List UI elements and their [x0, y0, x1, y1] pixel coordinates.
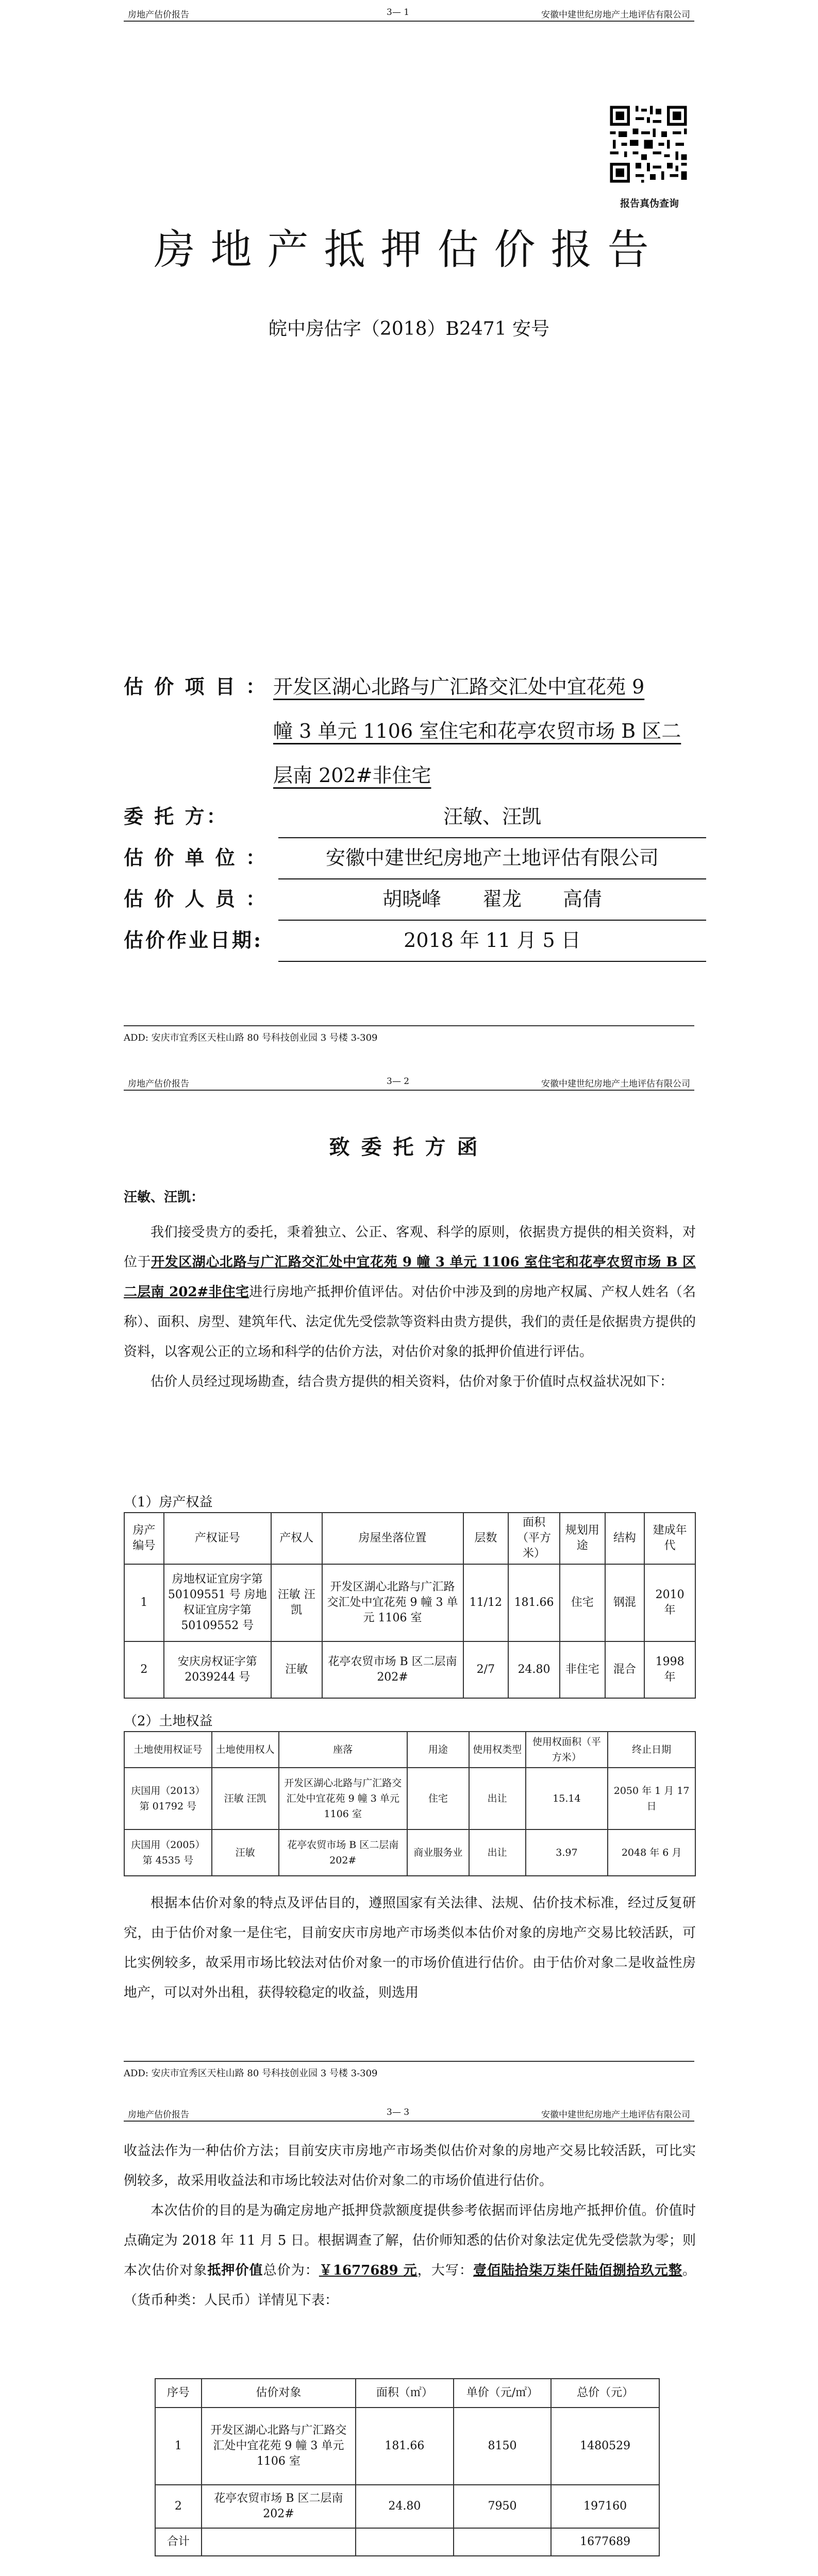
- table-cell: 花亭农贸市场 B 区二层南 202#: [322, 1641, 463, 1698]
- table-header: 使用权类型: [469, 1732, 526, 1768]
- letter-body-1: [124, 1182, 696, 1397]
- table-cell: 2: [124, 1641, 164, 1698]
- table-cell: 1677689: [551, 2528, 659, 2556]
- table-cell: [202, 2528, 356, 2556]
- table-cell: 开发区湖心北路与广汇路交汇处中宜花苑 9 幢 3 单元 1106 室: [279, 1768, 407, 1829]
- letter-body-3: [124, 2136, 696, 2315]
- paragraph: 我们接受贵方的委托，秉着独立、公正、客观、科学的原则，依据贵方提供的相关资料，对位于开发区湖心北路与广汇路交汇处中宜花苑 9 幢 3 单元 1106 室住宅和花亭农贸市场 B 区二层南 202#非住宅进行房地产抵押价值评估。对估价中涉及到的房地产权属、产权人姓名（名称）、面积、房型、建筑年代、法定优先受偿款等资料由贵方提供，我们的责任是依据贵方提供的资料，以客观公正的立场和科学的估价方法，对估价对象的抵押价值进行评估。: [124, 1225, 696, 1360]
- project-row: [124, 665, 706, 804]
- table-cell: 钢混: [605, 1564, 645, 1641]
- header-left: 房地产估价报告: [128, 1079, 189, 1089]
- table-row: [124, 1641, 695, 1698]
- table-cell: 住宅: [560, 1564, 605, 1641]
- table-cell: 1480529: [551, 2408, 659, 2485]
- header-left: 房地产估价报告: [128, 2110, 189, 2120]
- footer-address: ADD: 安庆市宜秀区天柱山路 80 号科技创业园 3 号楼 3-309: [124, 1032, 378, 1043]
- table-cell: 房地权证宜房字第 50109551 号 房地权证宜房字第 50109552 号: [164, 1564, 271, 1641]
- table-header: 总价（元）: [551, 2379, 659, 2408]
- letter-page-1: [0, 1069, 818, 2100]
- report-title: 房地产抵押估价报告: [154, 226, 664, 274]
- appraiser-value: 安徽中建世纪房地产土地评估有限公司: [278, 837, 706, 879]
- table-header: 建成年代: [644, 1513, 695, 1564]
- table-header: 结构: [605, 1513, 645, 1564]
- client-value: 汪敏、汪凯: [278, 796, 706, 838]
- table-header: 房屋坐落位置: [322, 1513, 463, 1564]
- table-cell: 汪敏: [271, 1641, 322, 1698]
- table-row: [155, 2485, 659, 2528]
- table-cell: 3.97: [526, 1829, 608, 1876]
- client-row: [124, 796, 706, 837]
- table-cell: 庆国用（2005）第 4535 号: [124, 1829, 212, 1876]
- table-cell: 24.80: [356, 2485, 454, 2528]
- table-cell: 合计: [155, 2528, 202, 2556]
- table-header: 座落: [279, 1732, 407, 1768]
- header-right: 安徽中建世纪房地产土地评估有限公司: [541, 10, 690, 20]
- table-cell: 1: [155, 2408, 202, 2485]
- staff-name: 胡晓峰: [382, 888, 441, 910]
- table-cell: 花亭农贸市场 B 区二层南 202#: [279, 1829, 407, 1876]
- header-left: 房地产估价报告: [128, 10, 189, 20]
- client-label: 委 托 方：: [124, 805, 228, 828]
- header-page-number: 3— 1: [387, 7, 410, 18]
- table-cell: 住宅: [407, 1768, 469, 1829]
- value-term: 抵押价值: [207, 2263, 263, 2278]
- table-cell: 汪敏 汪凯: [212, 1768, 279, 1829]
- table-cell: 2/7: [463, 1641, 509, 1698]
- table-header: 产权证号: [164, 1513, 271, 1564]
- property-rights-table: [124, 1512, 696, 1699]
- table-cell: 2: [155, 2485, 202, 2528]
- page-header: [124, 1073, 694, 1091]
- date-value: 2018 年 11 月 5 日: [278, 920, 706, 962]
- table-cell: 1998 年: [644, 1641, 695, 1698]
- header-page-number: 3— 2: [387, 1076, 410, 1087]
- table-cell: 7950: [454, 2485, 552, 2528]
- qr-code-icon[interactable]: [607, 103, 690, 185]
- total-amount: ￥1677689 元: [319, 2263, 418, 2278]
- paragraph: 本次估价的目的是为确定房地产抵押贷款额度提供参考依据而评估房地产抵押价值。价值时点确定为 2018 年 11 月 5 日。根据调查了解，估价师知悉的估价对象法定优先受偿款为零；则本次估价对象抵押价值总价为：￥1677689 元，大写：壹佰陆拾柒万柒仟陆佰捌拾玖元整。（货币种类：人民币）详情见下表：: [124, 2203, 696, 2308]
- table-header: 土地使用权人: [212, 1732, 279, 1768]
- header-right: 安徽中建世纪房地产土地评估有限公司: [541, 1079, 690, 1089]
- property-address: 开发区湖心北路与广汇路交汇处中宜花苑 9 幢 3 单元 1106 室住宅和花亭农贸市场 B 区二层南 202#非住宅: [124, 1255, 696, 1300]
- table-cell: 2048 年 6 月: [608, 1829, 695, 1876]
- table-row: [124, 1564, 695, 1641]
- table-row: [155, 2528, 659, 2556]
- date-label: 估价作业日期:: [124, 928, 263, 952]
- project-label: 估 价 项 目 ：: [124, 675, 268, 698]
- letter-page-2: [0, 2100, 818, 2576]
- table-header: 面积（平方米）: [508, 1513, 560, 1564]
- staff-row: [124, 878, 706, 920]
- table-row: [124, 1768, 695, 1829]
- table-cell: 2010 年: [644, 1564, 695, 1641]
- table-cell: 出让: [469, 1829, 526, 1876]
- table-row: [155, 2408, 659, 2485]
- paragraph: 收益法作为一种估价方法；目前安庆市房地产市场类似估价对象的房地产交易比较活跃，可比实例较多，故采用收益法和市场比较法对估价对象二的市场价值进行估价。: [124, 2143, 696, 2189]
- table-cell: 181.66: [356, 2408, 454, 2485]
- cover-page: [0, 0, 818, 1069]
- table-header: 层数: [463, 1513, 509, 1564]
- valuation-summary-table: [155, 2378, 660, 2556]
- page-footer: [124, 1025, 694, 1044]
- appraiser-row: [124, 837, 706, 878]
- header-right: 安徽中建世纪房地产土地评估有限公司: [541, 2110, 690, 2120]
- table-cell: 24.80: [508, 1641, 560, 1698]
- qr-caption: 报告真伪查询: [620, 198, 679, 209]
- table-cell: 8150: [454, 2408, 552, 2485]
- table-header: 房产编号: [124, 1513, 164, 1564]
- table-cell: [356, 2528, 454, 2556]
- page-header: [124, 2104, 694, 2122]
- document-number: 皖中房估字（2018）B2471 安号: [268, 318, 550, 340]
- table-header: 终止日期: [608, 1732, 695, 1768]
- table-cell: 出让: [469, 1768, 526, 1829]
- table-header: 序号: [155, 2379, 202, 2408]
- table-cell: 安庆房权证字第 2039244 号: [164, 1641, 271, 1698]
- table-cell: 汪敏: [212, 1829, 279, 1876]
- table-cell: 197160: [551, 2485, 659, 2528]
- table-header: 用途: [407, 1732, 469, 1768]
- land-section-title: （2）土地权益: [124, 1714, 213, 1729]
- table-header: 规划用途: [560, 1513, 605, 1564]
- table-cell: 15.14: [526, 1768, 608, 1829]
- letter-body-2: [124, 1888, 696, 2008]
- project-value: [273, 665, 706, 798]
- table-header: 使用权面积（平方米）: [526, 1732, 608, 1768]
- project-line: 幢 3 单元 1106 室住宅和花亭农贸市场 B 区二: [273, 720, 681, 742]
- table-cell: 1: [124, 1564, 164, 1641]
- table-cell: 商业服务业: [407, 1829, 469, 1876]
- page-footer: [124, 2061, 694, 2079]
- table-header: 单价（元/㎡）: [454, 2379, 552, 2408]
- paragraph: 估价人员经过现场勘查，结合贵方提供的相关资料，估价对象于价值时点权益状况如下：: [151, 1374, 674, 1389]
- table-cell: 2050 年 1 月 17 日: [608, 1768, 695, 1829]
- letter-title: 致委托方函: [329, 1135, 489, 1159]
- table-cell: 花亭农贸市场 B 区二层南 202#: [202, 2485, 356, 2528]
- table-row: [124, 1829, 695, 1876]
- table-cell: [454, 2528, 552, 2556]
- table-cell: 汪敏 汪凯: [271, 1564, 322, 1641]
- table-cell: 非住宅: [560, 1641, 605, 1698]
- salutation: 汪敏、汪凯：: [124, 1190, 205, 1205]
- staff-name: 高倩: [563, 888, 603, 910]
- table-header: 土地使用权证号: [124, 1732, 212, 1768]
- table-cell: 混合: [605, 1641, 645, 1698]
- table-cell: 181.66: [508, 1564, 560, 1641]
- footer-address: ADD: 安庆市宜秀区天柱山路 80 号科技创业园 3 号楼 3-309: [124, 2068, 378, 2079]
- paragraph: 根据本估价对象的特点及评估目的，遵照国家有关法律、法规、估价技术标准，经过反复研究，由于估价对象一是住宅，目前安庆市房地产市场类似本估价对象的房地产交易比较活跃，可比实例较多，故采用市场比较法对估价对象一的市场价值进行估价。由于估价对象二是收益性房地产，可以对外出租，获得较稳定的收益，则选用: [124, 1895, 696, 2001]
- project-line: 层南 202#非住宅: [273, 764, 431, 787]
- table-cell: 庆国用（2013）第 01792 号: [124, 1768, 212, 1829]
- table-cell: 开发区湖心北路与广汇路交汇处中宜花苑 9 幢 3 单元 1106 室: [322, 1564, 463, 1641]
- page-header: [124, 4, 694, 22]
- staff-name: 翟龙: [482, 888, 522, 910]
- table-header: 估价对象: [202, 2379, 356, 2408]
- table-cell: 11/12: [463, 1564, 509, 1641]
- land-rights-table: [124, 1731, 696, 1876]
- appraiser-label: 估 价 单 位 ：: [124, 846, 268, 869]
- project-line: 开发区湖心北路与广汇路交汇处中宜花苑 9: [273, 675, 645, 698]
- amount-in-words: 壹佰陆拾柒万柒仟陆佰捌拾玖元整: [473, 2263, 682, 2278]
- table-cell: 开发区湖心北路与广汇路交汇处中宜花苑 9 幢 3 单元 1106 室: [202, 2408, 356, 2485]
- table-header: 面积（㎡）: [356, 2379, 454, 2408]
- table-header: 产权人: [271, 1513, 322, 1564]
- header-page-number: 3— 3: [387, 2107, 410, 2117]
- date-row: [124, 920, 706, 961]
- rights-section-title: （1）房产权益: [124, 1495, 213, 1510]
- staff-label: 估 价 人 员 ：: [124, 887, 268, 910]
